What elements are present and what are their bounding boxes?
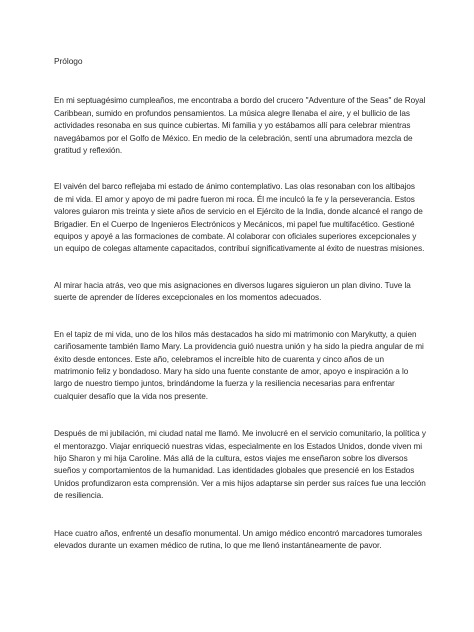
document-title: Prólogo: [54, 56, 83, 66]
paragraph-marriage: En el tapiz de mi vida, uno de los hilos más destacados ha sido mi matrimonio con Marykutty, a quien cariñosamente también llamo Mary. La providencia guió nuestra unión y ha sido la piedra angular de mi éxito desde entonces. Este año, celebramos el increíble hito de cuarenta y cinco años de un matrimonio feliz y bondadoso. Mary ha sido una fuente constante de amor, apoyo e inspiración a lo largo de nuestro tiempo juntos, brindándome la fuerza y la resiliencia necesarias para enfrentar cualquier desafío que la vida nos presente.: [54, 329, 424, 401]
paragraph-birthday-cruise: En mi septuagésimo cumpleaños, me encontraba a bordo del crucero "Adventure of the Seas" de Royal Caribbean, sumido en profundos pensamientos. La música alegre llenaba el aire, y el bullicio de las actividades resonaba en sus quince cubiertas. Mi familia y yo estábamos allí para celebrar mientras navegábamos por el Golfo de México. En medio de la celebración, sentí una abrumadora mezcla de gratitud y reflexión.: [54, 96, 426, 156]
paragraph-health-challenge: Hace cuatro años, enfrenté un desafío monumental. Un amigo médico encontró marcadores tumorales elevados durante un examen médico de rutina, lo que me llenó instantáneamente de pavor.: [54, 528, 422, 550]
paragraph-divine-plan: Al mirar hacia atrás, veo que mis asignaciones en diversos lugares siguieron un plan divino. Tuve la suerte de aprender de líderes excepcionales en los momentos adecuados.: [54, 280, 411, 303]
document-body: [54, 55, 426, 552]
paragraph-retirement: Después de mi jubilación, mi ciudad natal me llamó. Me involucré en el servicio comunitario, la política y el mentorazgo. Viajar enriqueció nuestras vidas, especialmente en los Estados Unidos, donde viven mi hijo Sharon y mi hija Caroline. Más allá de la cultura, estos viajes me enseñaron sobre los diversos sueños y comportamientos de la humanidad. Las identidades globales que presencié en los Estados Unidos profundizaron esta comprensión. Ver a mis hijos adaptarse sin perder sus raíces fue una lección de resiliencia.: [54, 429, 426, 501]
paragraph-army-career: El vaivén del barco reflejaba mi estado de ánimo contemplativo. Las olas resonaban con los altibajos de mi vida. El amor y apoyo de mi padre fueron mi roca. Él me inculcó la fe y la perseverancia. Estos valores guiaron mis treinta y siete años de servicio en el Ejército de la India, donde alcancé el rango de Brigadier. En el Cuerpo de Ingenieros Electrónicos y Mecánicos, mi papel fue multifacético. Gestioné equipos y apoyé a las formaciones de combate. Al colaborar con oficiales superiores excepcionales y un equipo de colegas altamente capacitados, contribuí significativamente al éxito de nuestras misiones.: [54, 182, 425, 254]
